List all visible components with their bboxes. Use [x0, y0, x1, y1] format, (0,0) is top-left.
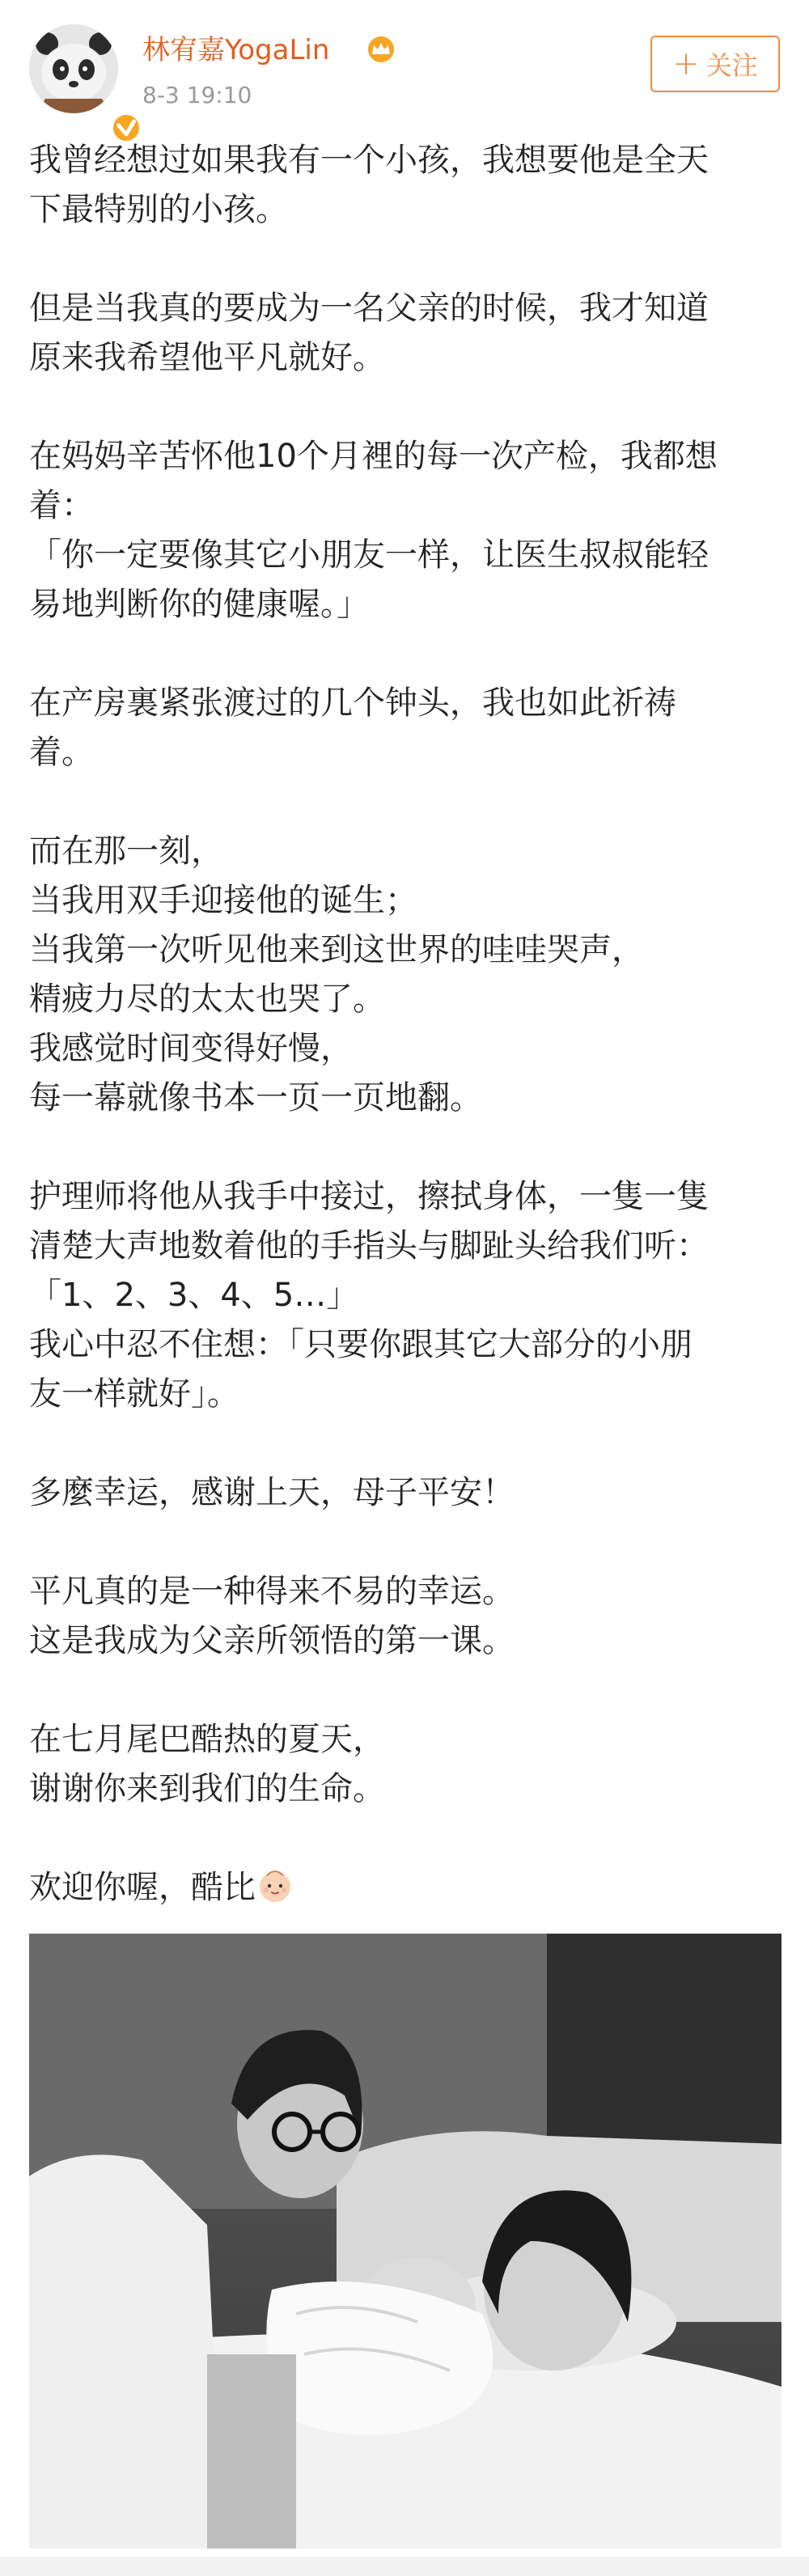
post-paragraph — [29, 1172, 781, 1419]
post-line: 多麼幸运，感谢上天，母子平安！ — [29, 1474, 515, 1511]
post-header — [0, 0, 809, 129]
post-line: 在七月尾巴酷热的夏天， — [29, 1721, 385, 1758]
post-photo[interactable] — [29, 1934, 781, 2548]
post-paragraph — [29, 284, 781, 383]
post-paragraph — [29, 679, 781, 777]
post-line: 着。 — [29, 734, 94, 771]
post-timestamp: 8-3 19:10 — [142, 82, 252, 108]
post-line: 着： — [29, 487, 94, 524]
family-photo-image — [29, 1934, 781, 2548]
post-line: 精疲力尽的太太也哭了。 — [29, 981, 385, 1018]
follow-button[interactable] — [650, 36, 780, 92]
follow-label: 关注 — [705, 50, 758, 81]
post-line: 我心中忍不住想：「只要你跟其它大部分的小朋 — [29, 1326, 693, 1363]
post-paragraph — [29, 432, 781, 629]
post-paragraph — [29, 136, 781, 235]
post-paragraph — [29, 827, 781, 1123]
avatar[interactable] — [29, 24, 118, 113]
post-line: 我曾经想过如果我有一个小孩，我想要他是全天 — [29, 142, 709, 179]
post-line: 友一样就好」。 — [29, 1375, 239, 1413]
baby-face-emoji — [256, 1866, 294, 1904]
post-line: 每一幕就像书本一页一页地翻。 — [29, 1079, 482, 1116]
post-paragraph — [29, 1468, 781, 1518]
post-line: 这是我成为父亲所领悟的第一课。 — [29, 1622, 515, 1659]
post-line: 原来我希望他平凡就好。 — [29, 339, 385, 376]
username[interactable]: 林宥嘉YogaLin — [142, 34, 330, 66]
panda-avatar-icon — [29, 24, 118, 113]
post-line: 「1、2、3、4、5…」 — [29, 1277, 359, 1314]
post-line: 我感觉时间变得好慢， — [29, 1030, 353, 1067]
post-line: 清楚大声地数着他的手指头与脚趾头给我们听： — [29, 1227, 709, 1265]
post-line: 当我用双手迎接他的诞生； — [29, 882, 417, 919]
post-paragraph — [29, 1567, 781, 1666]
closing-text: 欢迎你喔，酷比 — [29, 1869, 256, 1906]
post-line: 谢谢你来到我们的生命。 — [29, 1770, 385, 1807]
plus-icon: + — [672, 45, 700, 83]
post-line: 平凡真的是一种得来不易的幸运。 — [29, 1573, 515, 1610]
post-line: 下最特别的小孩。 — [29, 191, 288, 228]
post-line: 易地判断你的健康喔。」 — [29, 586, 369, 623]
post-line: 「你一定要像其它小朋友一样，让医生叔叔能轻 — [29, 536, 709, 574]
post-body — [29, 136, 781, 1913]
bottom-divider — [0, 2557, 809, 2576]
post-line: 但是当我真的要成为一名父亲的时候，我才知道 — [29, 290, 709, 327]
post-paragraph — [29, 1715, 781, 1814]
post-line: 护理师将他从我手中接过，擦拭身体，一隻一隻 — [29, 1178, 709, 1215]
closing-line — [29, 1863, 781, 1913]
post-line: 在妈妈辛苦怀他10个月裡的每一次产检，我都想 — [29, 438, 718, 475]
post-line: 当我第一次听见他来到这世界的哇哇哭声， — [29, 931, 644, 968]
post-line: 而在那一刻， — [29, 833, 223, 870]
crown-icon — [365, 36, 397, 63]
post-line: 在产房裏紧张渡过的几个钟头，我也如此祈祷 — [29, 684, 676, 722]
